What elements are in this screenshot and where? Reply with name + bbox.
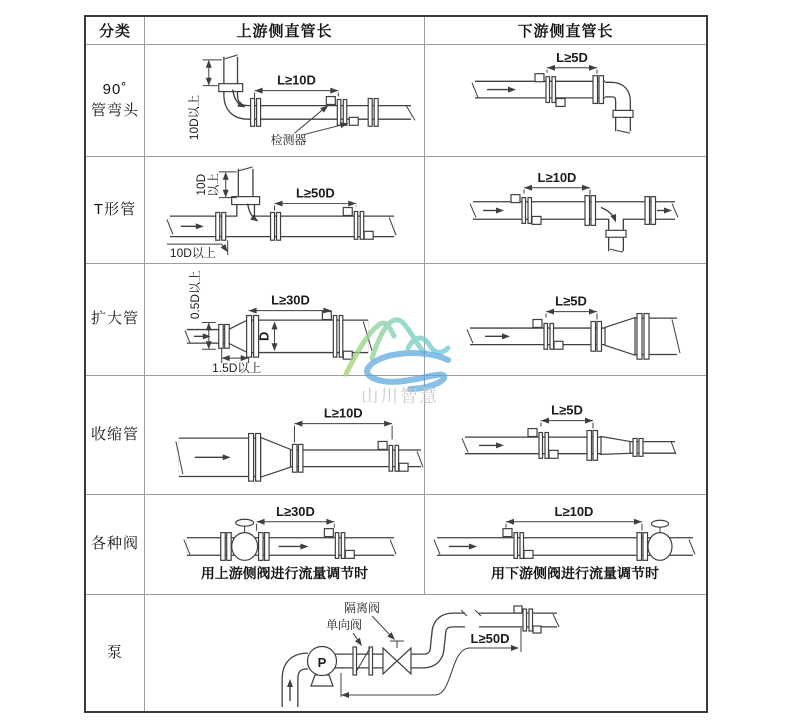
valve-handwheel xyxy=(236,519,254,526)
tee-up-bottom-dim-label: 10D以上 xyxy=(169,246,216,261)
tee-up-side-line1: 10D xyxy=(193,173,208,196)
category-elbow-line2: 管弯头 xyxy=(90,101,139,119)
tee-upstream-drawing xyxy=(145,157,424,263)
header-upstream xyxy=(145,17,425,45)
dimension-horizontal xyxy=(541,403,593,429)
category-elbow xyxy=(86,45,145,157)
expansion-cone xyxy=(605,318,635,356)
category-valves xyxy=(86,495,145,595)
pipe-installation-table xyxy=(84,15,708,713)
diagram-reducer-upstream xyxy=(145,376,425,495)
valve-handwheel xyxy=(652,520,669,527)
category-pump xyxy=(86,595,145,711)
reduction-cone xyxy=(261,437,291,477)
isolation-valve-label: 隔离阀 xyxy=(343,601,381,615)
valves-downstream-drawing xyxy=(425,495,706,594)
dimension-horizontal xyxy=(257,504,335,531)
diagram-tee-upstream xyxy=(145,157,425,264)
dimension-bottom xyxy=(167,240,230,260)
dimension-horizontal xyxy=(294,406,392,443)
expander-upstream-drawing xyxy=(145,264,424,375)
category-reducer xyxy=(86,376,145,495)
diagram-valves-downstream xyxy=(425,495,706,595)
dimension-horizontal xyxy=(255,73,339,99)
pump-base xyxy=(311,675,333,686)
valves-up-dim-label: L≥30D xyxy=(276,503,315,519)
dimension-horizontal xyxy=(524,170,590,195)
elbow-up-side-dim-label: 10D以上 xyxy=(186,94,201,141)
expansion-cone xyxy=(229,320,249,354)
expander-up-dim-label: L≥30D xyxy=(271,292,310,308)
pump-letter: P xyxy=(317,655,327,670)
valves-up-caption: 用上游侧阀进行流量调节时 xyxy=(200,565,369,582)
tee-down-dim-label: L≥10D xyxy=(537,169,577,185)
tee-up-dim-label: L≥50D xyxy=(296,185,335,201)
expander-up-side-dim-label: 0.5D以上 xyxy=(187,270,202,320)
elbow-upstream-drawing xyxy=(145,45,424,156)
elbow-up-dim-label: L≥10D xyxy=(277,72,316,88)
diagram-valves-upstream xyxy=(145,495,425,595)
category-tee xyxy=(86,157,145,264)
globe-valve xyxy=(221,519,269,560)
check-valve-callout xyxy=(326,617,364,648)
elbow-down-dim-label: L≥5D xyxy=(556,49,588,65)
diagram-expander-upstream xyxy=(145,264,425,376)
elbow-downstream-drawing xyxy=(425,45,706,156)
dimension-vertical xyxy=(187,60,222,140)
header-category xyxy=(86,17,145,45)
check-valve-label: 单向阀 xyxy=(325,618,363,632)
pump xyxy=(308,647,337,687)
category-expander xyxy=(86,264,145,376)
pipe xyxy=(185,320,372,354)
pump-dim-label: L≥50D xyxy=(470,631,510,646)
valves-upstream-drawing xyxy=(145,495,424,594)
header-downstream-label: 下游侧直管长 xyxy=(517,23,614,40)
expander-down-dim-label: L≥5D xyxy=(555,293,587,309)
dimension-horizontal xyxy=(249,293,332,314)
header-upstream-label: 上游侧直管长 xyxy=(236,23,333,40)
reducer-up-dim-label: L≥10D xyxy=(323,405,363,421)
diagram-expander-downstream xyxy=(425,264,706,376)
category-valves-label: 各种阀 xyxy=(90,535,139,553)
diagram-elbow-downstream xyxy=(425,45,706,157)
diagram-tee-downstream xyxy=(425,157,706,264)
category-pump-label: 泵 xyxy=(106,643,123,661)
header-downstream xyxy=(425,17,706,45)
watermark-text: 山川智慧 xyxy=(361,386,439,406)
flange xyxy=(219,84,243,92)
category-expander-label: 扩大管 xyxy=(90,310,139,328)
isolation-valve xyxy=(383,641,411,674)
valves-down-dim-label: L≥10D xyxy=(554,503,594,519)
reducer-down-dim-label: L≥5D xyxy=(551,402,583,418)
valves-down-caption: 用下游侧阀进行流量调节时 xyxy=(491,565,659,582)
dimension-horizontal xyxy=(275,186,357,211)
tee-downstream-drawing xyxy=(425,157,706,263)
category-elbow-line1: 90˚ xyxy=(102,81,128,99)
dimension-vertical xyxy=(194,172,237,198)
pump-drawing xyxy=(145,595,706,711)
reducer-upstream-drawing xyxy=(145,376,424,494)
tee-up-side-line2: 以上 xyxy=(206,172,221,197)
category-reducer-label: 收缩管 xyxy=(90,425,139,443)
expander-diameter-label: D xyxy=(256,331,272,341)
detector-label: 检测器 xyxy=(270,133,307,148)
diagram-reducer-downstream xyxy=(425,376,706,495)
dimension-horizontal xyxy=(506,504,642,531)
expander-downstream-drawing xyxy=(425,264,706,375)
diagram-elbow-upstream xyxy=(145,45,425,157)
reduction-cone xyxy=(601,436,630,454)
diagram-pump xyxy=(145,595,706,711)
category-tee-label: T形管 xyxy=(93,200,137,218)
dimension-horizontal xyxy=(547,50,597,74)
reducer-downstream-drawing xyxy=(425,376,706,494)
expander-up-bottom-dim-label: 1.5D以上 xyxy=(212,361,262,375)
dimension-horizontal xyxy=(546,294,597,320)
check-valve xyxy=(353,647,373,675)
header-category-label: 分类 xyxy=(98,23,131,40)
